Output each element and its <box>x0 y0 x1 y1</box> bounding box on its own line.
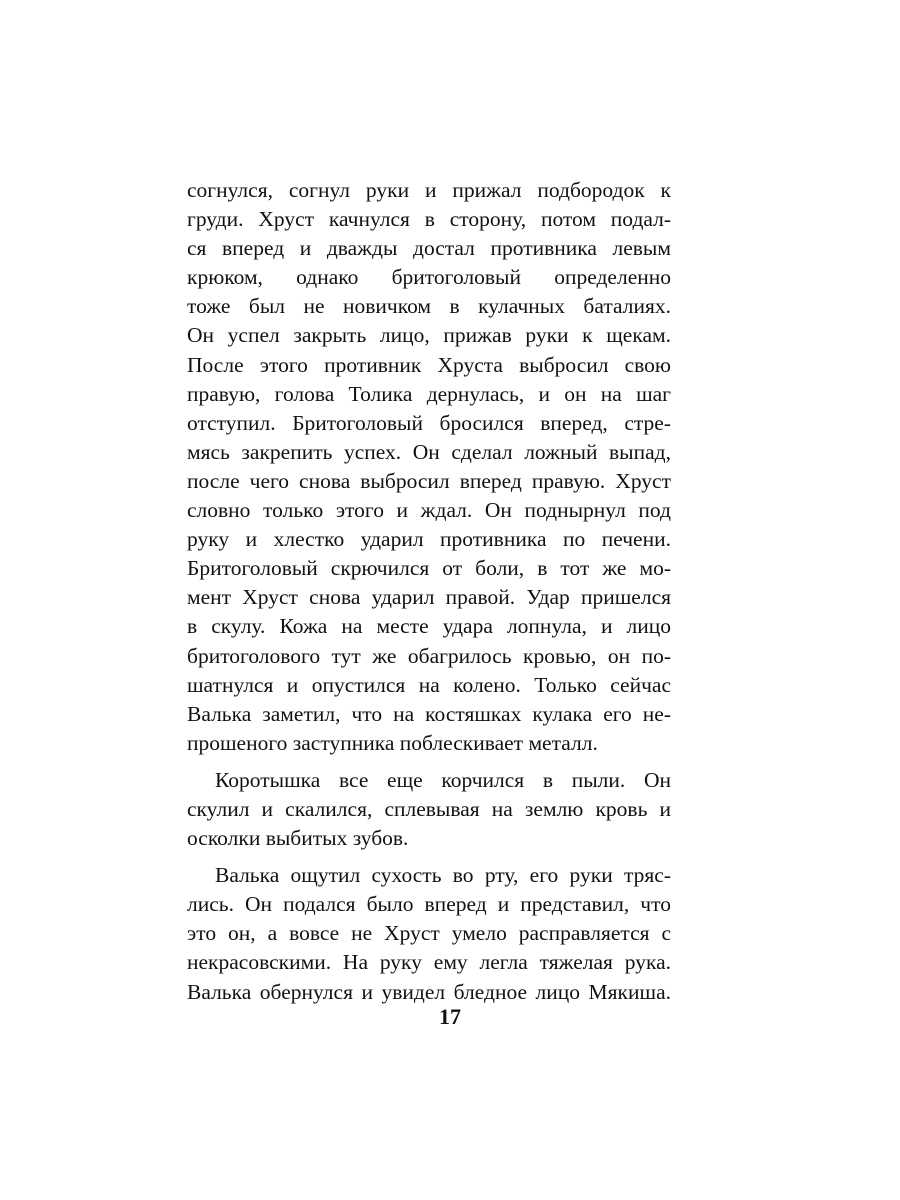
text-line: тоже был не новичком в кулачных баталиях. <box>187 294 671 319</box>
text-line: мясь закрепить успех. Он сделал ложный выпад, <box>187 439 671 464</box>
text-line: После этого противник Хруста выбросил свою <box>187 352 671 377</box>
text-line: ся вперед и дважды достал противника левым <box>187 236 671 261</box>
text-line: груди. Хруст качнулся в сторону, потом подал- <box>187 207 671 232</box>
text-line: крюком, однако бритоголовый определенно <box>187 265 671 290</box>
text-line: лись. Он подался было вперед и представил, что <box>187 892 671 917</box>
text-line: Бритоголовый скрючился от боли, в тот же мо- <box>187 556 671 581</box>
text-line: бритоголового тут же обагрилось кровью, он по- <box>187 643 671 668</box>
text-line: словно только этого и ждал. Он поднырнул под <box>187 498 671 523</box>
text-line: согнулся, согнул руки и прижал подбородок к <box>187 178 671 202</box>
text-line: Валька заметил, что на костяшках кулака его не- <box>187 701 671 726</box>
text-line: Валька обернулся и увидел бледное лицо Мякиша. <box>187 979 671 1004</box>
text-line: Валька ощутил сухость во рту, его руки тряс- <box>215 863 671 888</box>
text-line: Коротышка все еще корчился в пыли. Он <box>215 767 671 792</box>
paragraph-2 <box>187 766 671 853</box>
text-line: в скулу. Кожа на месте удара лопнула, и лицо <box>187 614 671 639</box>
paragraph-3 <box>187 861 671 1006</box>
text-line: после чего снова выбросил вперед правую. Хруст <box>187 468 671 493</box>
page-number: 17 <box>439 1004 461 1029</box>
text-line: руку и хлестко ударил противника по печени. <box>187 527 671 552</box>
text-line: это он, а вовсе не Хруст умело расправляется с <box>187 921 671 946</box>
text-line: отступил. Бритоголовый бросился вперед, стре- <box>187 410 671 435</box>
text-line: скулил и скалился, сплевывая на землю кровь и <box>187 796 671 821</box>
text-line: осколки выбитых зубов. <box>187 826 409 851</box>
text-line: правую, голова Толика дернулась, и он на шаг <box>187 381 671 406</box>
text-line: прошеного заступника поблескивает металл. <box>187 730 598 755</box>
text-line: мент Хруст снова ударил правой. Удар пришелся <box>187 585 671 610</box>
text-line: шатнулся и опустился на колено. Только сейчас <box>187 672 671 697</box>
text-line: некрасовскими. На руку ему легла тяжелая рука. <box>187 950 671 975</box>
text-line: Он успел закрыть лицо, прижав руки к щекам. <box>187 323 671 348</box>
paragraph-1 <box>187 176 671 758</box>
body-text <box>187 176 671 1007</box>
